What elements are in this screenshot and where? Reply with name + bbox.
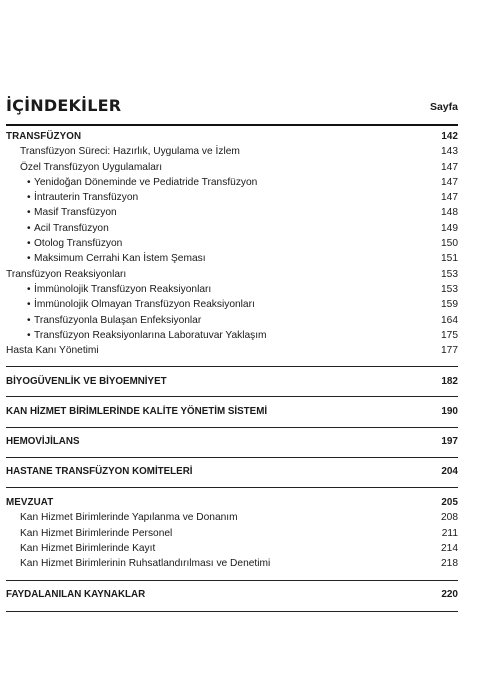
entry-page: 153	[441, 283, 458, 295]
toc-entry[interactable]	[6, 236, 458, 251]
entry-page: 175	[441, 329, 458, 341]
entry-label: • Masif Transfüzyon	[34, 205, 117, 220]
section-title: HEMOVİJİLANS	[6, 436, 80, 447]
entry-page: 164	[441, 314, 458, 326]
entry-label: Kan Hizmet Birimlerinde Yapılanma ve Donanım	[20, 512, 238, 524]
entry-page: 153	[441, 268, 458, 280]
section-page: 190	[441, 406, 458, 417]
toc-entry[interactable]	[6, 282, 458, 297]
toc-entry[interactable]	[6, 343, 458, 358]
toc-entry[interactable]	[6, 313, 458, 328]
section-title: MEVZUAT	[6, 497, 54, 508]
toc-entry[interactable]	[6, 526, 458, 541]
section-title: HASTANE TRANSFÜZYON KOMİTELERİ	[6, 466, 193, 477]
entry-page: 148	[441, 207, 458, 219]
divider	[6, 580, 458, 581]
toc-entry[interactable]	[6, 541, 458, 556]
entry-label: • Maksimum Cerrahi Kan İstem Şeması	[34, 251, 206, 266]
section-heading[interactable]	[6, 404, 458, 420]
toc-entry[interactable]	[6, 205, 458, 220]
section-title: TRANSFÜZYON	[6, 131, 82, 142]
entry-label: • İmmünolojik Transfüzyon Reaksiyonları	[34, 282, 211, 297]
toc-entry[interactable]	[6, 510, 458, 525]
entry-label: • Transfüzyon Reaksiyonlarına Laboratuvar Yaklaşım	[34, 328, 267, 343]
entry-page: 177	[441, 345, 458, 357]
entry-label: Hasta Kanı Yönetimi	[6, 345, 99, 357]
entry-label: Kan Hizmet Birimlerinin Ruhsatlandırılması ve Denetimi	[20, 558, 271, 570]
entry-label: • Transfüzyonla Bulaşan Enfeksiyonlar	[34, 313, 201, 328]
toc-entry[interactable]	[6, 297, 458, 312]
entry-page: 147	[441, 161, 458, 173]
toc-header	[6, 96, 458, 118]
section-page: 142	[441, 131, 458, 142]
section-page: 204	[441, 466, 458, 477]
section-heading[interactable]	[6, 464, 458, 480]
divider	[6, 457, 458, 458]
entry-label: • Acil Transfüzyon	[34, 221, 109, 236]
section-title: BİYOGÜVENLİK VE BİYOEMNİYET	[6, 376, 167, 387]
entry-label: • Yenidoğan Döneminde ve Pediatride Transfüzyon	[34, 175, 257, 190]
entry-label: Transfüzyon Reaksiyonları	[6, 268, 127, 280]
section-page: 182	[441, 376, 458, 387]
entry-page: 147	[441, 192, 458, 204]
entry-page: 143	[441, 146, 458, 158]
divider	[6, 611, 458, 612]
section-heading[interactable]	[6, 587, 458, 603]
entry-label: • Otolog Transfüzyon	[34, 236, 122, 251]
entry-page: 150	[441, 238, 458, 250]
section-heading[interactable]	[6, 374, 458, 390]
header-rule	[6, 124, 458, 126]
section-page: 197	[441, 436, 458, 447]
toc-section	[6, 129, 458, 358]
page-title: İÇİNDEKİLER	[6, 96, 122, 115]
entry-page: 149	[441, 222, 458, 234]
entry-label: • İntrauterin Transfüzyon	[34, 190, 138, 205]
section-heading[interactable]	[6, 129, 458, 144]
entry-page: 151	[441, 253, 458, 265]
section-page: 220	[441, 589, 458, 600]
toc-entry[interactable]	[6, 144, 458, 159]
section-heading[interactable]	[6, 434, 458, 450]
toc-entry[interactable]	[6, 267, 458, 282]
section-page: 205	[441, 497, 458, 508]
section-title: FAYDALANILAN KAYNAKLAR	[6, 589, 146, 600]
section-heading[interactable]	[6, 495, 458, 510]
toc-entry[interactable]	[6, 190, 458, 205]
page-column-label: Sayfa	[429, 101, 458, 113]
divider	[6, 396, 458, 397]
entry-page: 214	[441, 542, 458, 554]
divider	[6, 427, 458, 428]
entry-label: Kan Hizmet Birimlerinde Personel	[20, 527, 173, 539]
divider	[6, 487, 458, 488]
entry-page: 211	[441, 527, 458, 539]
toc-section	[6, 495, 458, 571]
toc-entry[interactable]	[6, 221, 458, 236]
entry-label: Özel Transfüzyon Uygulamaları	[20, 161, 163, 173]
entry-page: 159	[441, 299, 458, 311]
toc-entry[interactable]	[6, 251, 458, 266]
entry-label: Kan Hizmet Birimlerinde Kayıt	[20, 542, 156, 554]
entry-label: • İmmünolojik Olmayan Transfüzyon Reaksiyonları	[34, 297, 255, 312]
entry-page: 147	[441, 176, 458, 188]
toc-entry[interactable]	[6, 556, 458, 571]
toc-entry[interactable]	[6, 328, 458, 343]
entry-page: 218	[441, 558, 458, 570]
entry-label: Transfüzyon Süreci: Hazırlık, Uygulama ve İzlem	[20, 146, 240, 158]
section-title: KAN HİZMET BİRİMLERİNDE KALİTE YÖNETİM SİSTEMİ	[6, 406, 268, 417]
toc-entry[interactable]	[6, 175, 458, 190]
divider	[6, 366, 458, 367]
entry-page: 208	[441, 512, 458, 524]
toc-entry[interactable]	[6, 160, 458, 175]
